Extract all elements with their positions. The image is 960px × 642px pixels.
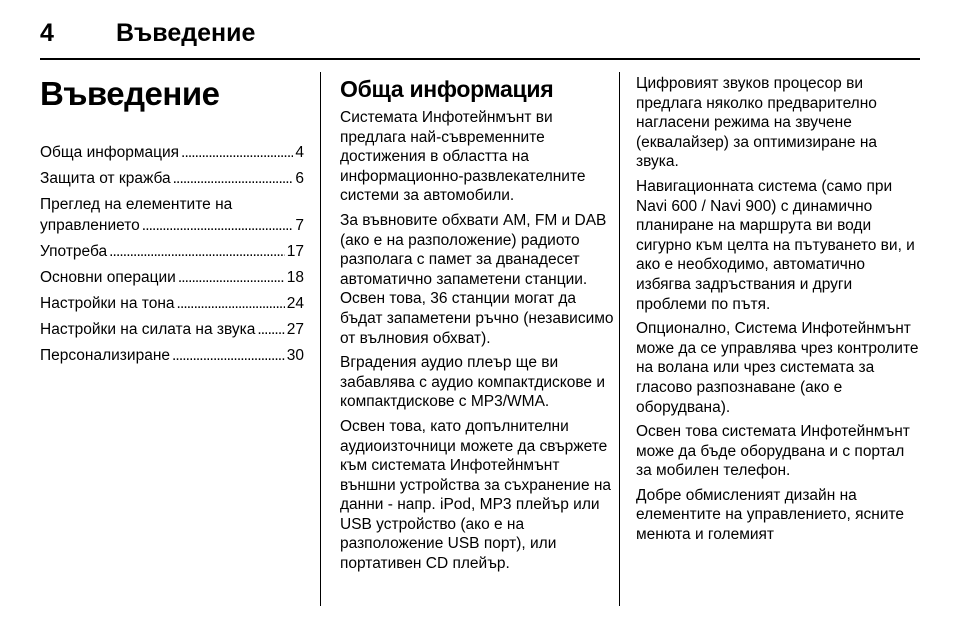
paragraph: Цифровият звуков процесор ви предлага няколко предварително нагласени режима на звучене (еквалайзер) за оптимизиране на звука. [636, 75, 877, 171]
toc-entry-label: Основни операции [40, 269, 176, 286]
toc-entry-label: Настройки на тона [40, 295, 175, 312]
toc-entry[interactable] [40, 241, 304, 262]
toc-entry-label: Обща информация [40, 144, 180, 161]
paragraph: Навигационната система (само при Navi 600 / Navi 900) с динамично планиране на маршрута ви води сигурно към целта на пътуването ви, и ако е необходимо, автоматично избягва задръствания и други проблеми по пътя. [636, 177, 915, 313]
header-rule [40, 58, 920, 60]
toc-entry[interactable] [40, 142, 304, 163]
body-column-3 [636, 74, 920, 550]
page-header [40, 10, 920, 56]
toc-entry[interactable] [40, 168, 304, 189]
toc-dot-leader [178, 267, 285, 288]
paragraph: Освен това, като допълнителни аудиоизточници можете да свържете към системата Инфотейнмънт външни устройства за съхранение на данни - напр. iPod, MP3 плейър или USB устройство (ако е на разположение USB порт), или портативен CD плейър. [340, 417, 612, 573]
paragraph: Системата Инфотейнмънт ви предлага най-съвременните достижения в областта на информационно-развлекателните системи за автомобили. [340, 109, 586, 205]
toc-page-number: 17 [286, 243, 304, 260]
column-divider [619, 72, 620, 606]
toc-dot-leader [173, 168, 294, 189]
paragraph: За въвновите обхвати AM, FM и DAB (ако е на разположение) радиото разполага с памет за дванадесет автоматично запаметени станции. Освен това, 36 станции могат да бъдат запаметени ръчно (независимо от вълновия обхват). [340, 211, 614, 347]
toc-entry-label: управлението [40, 217, 140, 234]
toc-entry-label: Защита от кражба [40, 170, 171, 187]
toc-page-number: 6 [295, 170, 304, 187]
paragraph: Добре обмисленият дизайн на елементите на управлението, ясните менюта и големият [636, 486, 905, 544]
toc-entry[interactable] [40, 345, 304, 366]
toc-page-number: 7 [295, 217, 304, 234]
toc-page-number: 30 [286, 347, 304, 364]
toc-column [40, 74, 304, 371]
toc-entry-label: Настройки на силата на звука [40, 321, 256, 338]
section-title: Обща информация [340, 76, 554, 102]
paragraph: Освен това системата Инфотейнмънт може да бъде оборудвана и с портал за мобилен телефон. [636, 423, 910, 480]
toc-entry-label: Употреба [40, 243, 108, 260]
toc-dot-leader [177, 293, 285, 314]
toc-entry-label: Персонализиране [40, 347, 170, 364]
column-divider [320, 72, 321, 606]
paragraph: Вградения аудио плеър ще ви забавлява с аудио компактдискове и компактдискове с MP3/WMA. [340, 354, 605, 411]
toc-page-number: 27 [286, 321, 304, 338]
paragraph: Опционално, Системa Инфотейнмънт може да се управлява чрез контролите на волана или чрез системата за гласово разпознаване (ако е оборудвана). [636, 320, 919, 416]
toc-entry[interactable] [40, 194, 304, 236]
toc-dot-leader [181, 142, 293, 163]
toc-dot-leader [109, 241, 285, 262]
toc-dot-leader [257, 319, 284, 340]
body-column-2 [340, 74, 616, 579]
running-header-title: Въведение [116, 19, 256, 47]
toc-entry[interactable] [40, 319, 304, 340]
toc-page-number: 24 [286, 295, 304, 312]
toc-entry-label: Преглед на елементите на [40, 196, 233, 213]
page-number: 4 [40, 19, 54, 47]
toc-dot-leader [172, 345, 285, 366]
toc-page-number: 4 [295, 144, 304, 161]
chapter-title: Въведение [40, 75, 220, 112]
toc-entry[interactable] [40, 293, 304, 314]
table-of-contents [40, 142, 304, 366]
toc-entry[interactable] [40, 267, 304, 288]
toc-dot-leader [142, 215, 294, 236]
toc-page-number: 18 [286, 269, 304, 286]
